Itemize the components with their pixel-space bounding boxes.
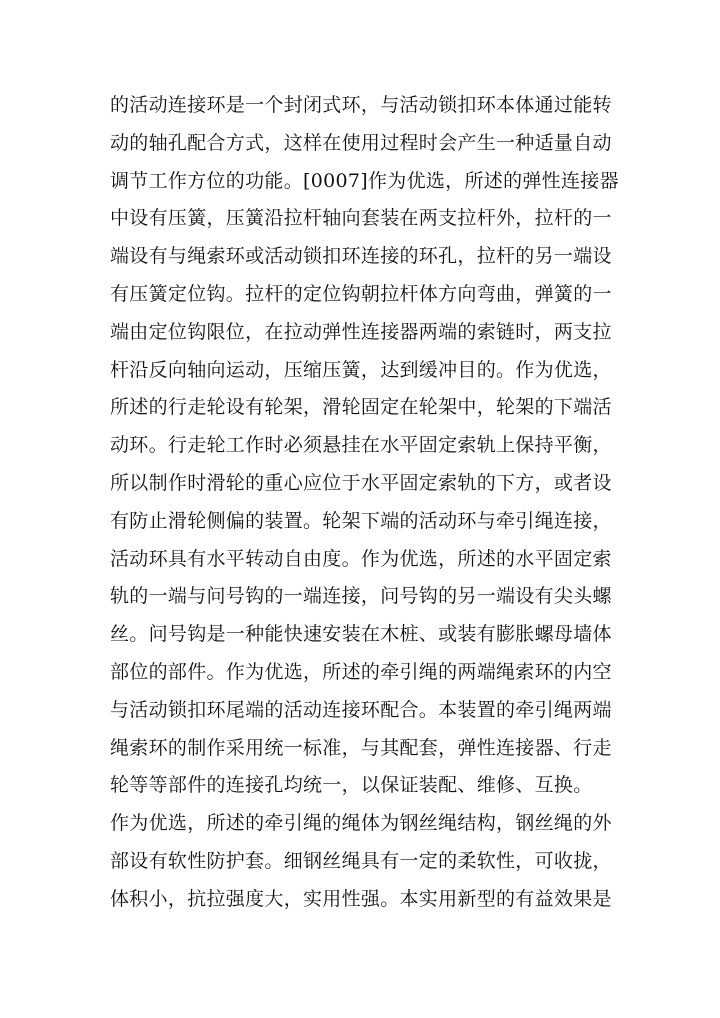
text-line: 所述的行走轮设有轮架，滑轮固定在轮架中，轮架的下端活 [110, 396, 612, 419]
text-line: 端设有与绳索环或活动锁扣环连接的环孔，拉杆的另一端设 [110, 245, 612, 268]
body-text [110, 87, 630, 919]
text-line: 体积小，抗拉强度大，实用性强。本实用新型的有益效果是 [110, 887, 612, 910]
text-line: 所以制作时滑轮的重心应位于水平固定索轨的下方，或者设 [110, 471, 612, 494]
text-line: 中设有压簧，压簧沿拉杆轴向套装在两支拉杆外，拉杆的一 [110, 207, 612, 230]
text-line: 作为优选，所述的牵引绳的绳体为钢丝绳结构，钢丝绳的外 [110, 812, 612, 835]
text-line: 有防止滑轮侧偏的装置。轮架下端的活动环与牵引绳连接， [110, 509, 612, 532]
text-line: 与活动锁扣环尾端的活动连接环配合。本装置的牵引绳两端 [110, 698, 612, 721]
text-line: 部位的部件。作为优选，所述的牵引绳的两端绳索环的内空 [110, 660, 612, 683]
text-line: 有压簧定位钩。拉杆的定位钩朝拉杆体方向弯曲，弹簧的一 [110, 282, 612, 305]
text-line: 动环。行走轮工作时必须悬挂在水平固定索轨上保持平衡， [110, 434, 612, 457]
text-line: 端由定位钩限位，在拉动弹性连接器两端的索链时，两支拉 [110, 320, 612, 343]
text-line: 活动环具有水平转动自由度。作为优选，所述的水平固定索 [110, 547, 612, 570]
text-line: 杆沿反向轴向运动，压缩压簧，达到缓冲目的。作为优选， [110, 358, 612, 381]
text-line: 绳索环的制作采用统一标准，与其配套，弹性连接器、行走 [110, 736, 612, 759]
text-line: 动的轴孔配合方式，这样在使用过程时会产生一种适量自动 [110, 131, 612, 154]
text-line: 轮等等部件的连接孔均统一，以保证装配、维修、互换。 [110, 774, 593, 797]
text-line: 的活动连接环是一个封闭式环，与活动锁扣环本体通过能转 [110, 94, 612, 116]
text-line: 调节工作方位的功能。[0007]作为优选，所述的弹性连接器 [110, 169, 619, 192]
text-line: 部设有软性防护套。细钢丝绳具有一定的柔软性，可收拢， [110, 849, 612, 872]
text-line: 丝。问号钩是一种能快速安装在木桩、或装有膨胀螺母墙体 [110, 623, 612, 646]
text-line: 轨的一端与问号钩的一端连接，问号钩的另一端设有尖头螺 [110, 585, 612, 608]
